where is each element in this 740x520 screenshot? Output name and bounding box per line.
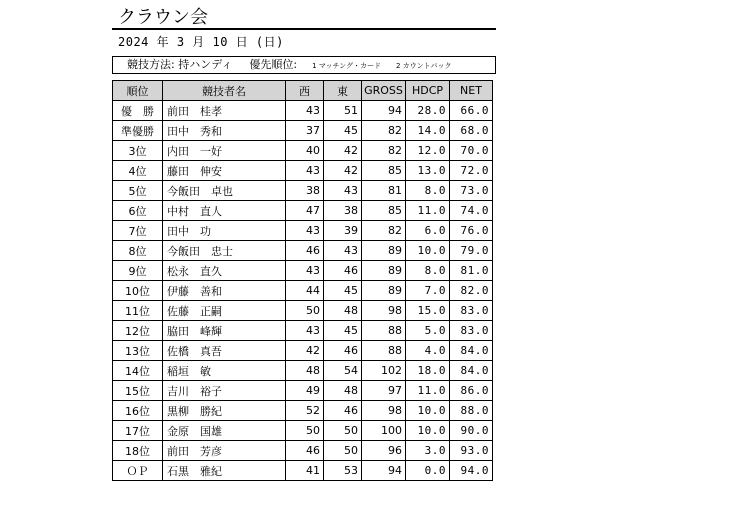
header-gross: GROSS (362, 81, 406, 101)
priority-1: 1 マッチング・カード (312, 62, 381, 70)
rank-cell: ＯＰ (113, 461, 163, 481)
in-score-cell: 38 (324, 201, 362, 221)
name-cell: 田中 秀和 (163, 121, 286, 141)
title-underline (112, 28, 496, 30)
gross-cell: 89 (362, 241, 406, 261)
hdcp-cell: 0.0 (406, 461, 450, 481)
gross-cell: 82 (362, 121, 406, 141)
header-in: 東 (324, 81, 362, 101)
hdcp-cell: 3.0 (406, 441, 450, 461)
table-header-row (113, 81, 493, 101)
hdcp-cell: 11.0 (406, 201, 450, 221)
name-cell: 黒柳 勝紀 (163, 401, 286, 421)
rank-cell: 14位 (113, 361, 163, 381)
table-row (113, 201, 493, 221)
in-score-cell: 43 (324, 181, 362, 201)
rank-cell: 優 勝 (113, 101, 163, 121)
table-row (113, 401, 493, 421)
table-row (113, 141, 493, 161)
hdcp-cell: 6.0 (406, 221, 450, 241)
net-cell: 84.0 (450, 341, 493, 361)
hdcp-cell: 5.0 (406, 321, 450, 341)
rank-cell: 4位 (113, 161, 163, 181)
table-row (113, 421, 493, 441)
name-cell: 中村 直人 (163, 201, 286, 221)
name-cell: 佐橋 真吾 (163, 341, 286, 361)
out-score-cell: 40 (286, 141, 324, 161)
gross-cell: 88 (362, 341, 406, 361)
table-row (113, 381, 493, 401)
gross-cell: 94 (362, 101, 406, 121)
priority-label: 優先順位: (249, 58, 298, 71)
table-row (113, 261, 493, 281)
in-score-cell: 45 (324, 321, 362, 341)
net-cell: 81.0 (450, 261, 493, 281)
net-cell: 88.0 (450, 401, 493, 421)
rank-cell: 9位 (113, 261, 163, 281)
name-cell: 石黒 雅紀 (163, 461, 286, 481)
header-hdcp: HDCP (406, 81, 450, 101)
net-cell: 70.0 (450, 141, 493, 161)
hdcp-cell: 10.0 (406, 241, 450, 261)
competition-rules (112, 56, 496, 74)
gross-cell: 85 (362, 201, 406, 221)
out-score-cell: 43 (286, 101, 324, 121)
rank-cell: 12位 (113, 321, 163, 341)
rank-cell: 8位 (113, 241, 163, 261)
in-score-cell: 48 (324, 301, 362, 321)
table-row (113, 441, 493, 461)
name-cell: 脇田 峰輝 (163, 321, 286, 341)
name-cell: 今飯田 卓也 (163, 181, 286, 201)
in-score-cell: 39 (324, 221, 362, 241)
in-score-cell: 45 (324, 121, 362, 141)
net-cell: 86.0 (450, 381, 493, 401)
name-cell: 稲垣 敏 (163, 361, 286, 381)
out-score-cell: 49 (286, 381, 324, 401)
in-score-cell: 43 (324, 241, 362, 261)
table-row (113, 181, 493, 201)
hdcp-cell: 12.0 (406, 141, 450, 161)
rank-cell: 16位 (113, 401, 163, 421)
name-cell: 佐藤 正嗣 (163, 301, 286, 321)
name-cell: 吉川 裕子 (163, 381, 286, 401)
in-score-cell: 46 (324, 341, 362, 361)
name-cell: 今飯田 忠士 (163, 241, 286, 261)
name-cell: 前田 桂孝 (163, 101, 286, 121)
hdcp-cell: 10.0 (406, 421, 450, 441)
header-net: NET (450, 81, 493, 101)
in-score-cell: 53 (324, 461, 362, 481)
rank-cell: 準優勝 (113, 121, 163, 141)
gross-cell: 89 (362, 281, 406, 301)
in-score-cell: 46 (324, 261, 362, 281)
table-row (113, 221, 493, 241)
in-score-cell: 54 (324, 361, 362, 381)
net-cell: 84.0 (450, 361, 493, 381)
net-cell: 73.0 (450, 181, 493, 201)
table-row (113, 161, 493, 181)
rank-cell: 7位 (113, 221, 163, 241)
table-row (113, 101, 493, 121)
table-row (113, 321, 493, 341)
gross-cell: 94 (362, 461, 406, 481)
in-score-cell: 46 (324, 401, 362, 421)
header-out: 西 (286, 81, 324, 101)
out-score-cell: 52 (286, 401, 324, 421)
in-score-cell: 48 (324, 381, 362, 401)
out-score-cell: 41 (286, 461, 324, 481)
method-value: 持ハンディ (178, 58, 233, 71)
net-cell: 76.0 (450, 221, 493, 241)
gross-cell: 97 (362, 381, 406, 401)
out-score-cell: 44 (286, 281, 324, 301)
table-row (113, 121, 493, 141)
rank-cell: 3位 (113, 141, 163, 161)
hdcp-cell: 28.0 (406, 101, 450, 121)
net-cell: 94.0 (450, 461, 493, 481)
header-rank: 順位 (113, 81, 163, 101)
method-label: 競技方法: (127, 58, 175, 71)
table-row (113, 341, 493, 361)
net-cell: 83.0 (450, 301, 493, 321)
gross-cell: 89 (362, 261, 406, 281)
net-cell: 74.0 (450, 201, 493, 221)
gross-cell: 98 (362, 301, 406, 321)
gross-cell: 98 (362, 401, 406, 421)
gross-cell: 96 (362, 441, 406, 461)
rank-cell: 17位 (113, 421, 163, 441)
out-score-cell: 46 (286, 241, 324, 261)
name-cell: 前田 芳彦 (163, 441, 286, 461)
out-score-cell: 43 (286, 261, 324, 281)
hdcp-cell: 7.0 (406, 281, 450, 301)
net-cell: 79.0 (450, 241, 493, 261)
event-date: 2024 年 3 月 10 日 (日) (118, 35, 284, 49)
name-cell: 金原 国雄 (163, 421, 286, 441)
rank-cell: 18位 (113, 441, 163, 461)
rank-cell: 10位 (113, 281, 163, 301)
hdcp-cell: 11.0 (406, 381, 450, 401)
hdcp-cell: 15.0 (406, 301, 450, 321)
table-row (113, 241, 493, 261)
out-score-cell: 50 (286, 301, 324, 321)
name-cell: 田中 功 (163, 221, 286, 241)
out-score-cell: 43 (286, 221, 324, 241)
table-row (113, 281, 493, 301)
page-title: クラウン会 (118, 7, 208, 28)
rank-cell: 5位 (113, 181, 163, 201)
out-score-cell: 42 (286, 341, 324, 361)
name-cell: 内田 一好 (163, 141, 286, 161)
net-cell: 72.0 (450, 161, 493, 181)
in-score-cell: 42 (324, 161, 362, 181)
results-table (112, 80, 493, 481)
hdcp-cell: 13.0 (406, 161, 450, 181)
out-score-cell: 43 (286, 161, 324, 181)
out-score-cell: 47 (286, 201, 324, 221)
out-score-cell: 43 (286, 321, 324, 341)
net-cell: 90.0 (450, 421, 493, 441)
hdcp-cell: 4.0 (406, 341, 450, 361)
header-name: 競技者名 (163, 81, 286, 101)
rank-cell: 13位 (113, 341, 163, 361)
in-score-cell: 50 (324, 441, 362, 461)
gross-cell: 82 (362, 221, 406, 241)
net-cell: 66.0 (450, 101, 493, 121)
gross-cell: 82 (362, 141, 406, 161)
net-cell: 68.0 (450, 121, 493, 141)
hdcp-cell: 10.0 (406, 401, 450, 421)
out-score-cell: 37 (286, 121, 324, 141)
gross-cell: 81 (362, 181, 406, 201)
in-score-cell: 50 (324, 421, 362, 441)
name-cell: 伊藤 善和 (163, 281, 286, 301)
net-cell: 93.0 (450, 441, 493, 461)
out-score-cell: 48 (286, 361, 324, 381)
table-row (113, 461, 493, 481)
hdcp-cell: 14.0 (406, 121, 450, 141)
gross-cell: 100 (362, 421, 406, 441)
out-score-cell: 38 (286, 181, 324, 201)
in-score-cell: 51 (324, 101, 362, 121)
rank-cell: 11位 (113, 301, 163, 321)
net-cell: 83.0 (450, 321, 493, 341)
table-row (113, 361, 493, 381)
table-row (113, 301, 493, 321)
in-score-cell: 45 (324, 281, 362, 301)
priority-2: 2 カウントバック (395, 62, 452, 70)
rank-cell: 15位 (113, 381, 163, 401)
net-cell: 82.0 (450, 281, 493, 301)
out-score-cell: 46 (286, 441, 324, 461)
gross-cell: 102 (362, 361, 406, 381)
in-score-cell: 42 (324, 141, 362, 161)
out-score-cell: 50 (286, 421, 324, 441)
hdcp-cell: 18.0 (406, 361, 450, 381)
gross-cell: 88 (362, 321, 406, 341)
name-cell: 藤田 伸安 (163, 161, 286, 181)
rank-cell: 6位 (113, 201, 163, 221)
gross-cell: 85 (362, 161, 406, 181)
hdcp-cell: 8.0 (406, 261, 450, 281)
name-cell: 松永 直久 (163, 261, 286, 281)
hdcp-cell: 8.0 (406, 181, 450, 201)
